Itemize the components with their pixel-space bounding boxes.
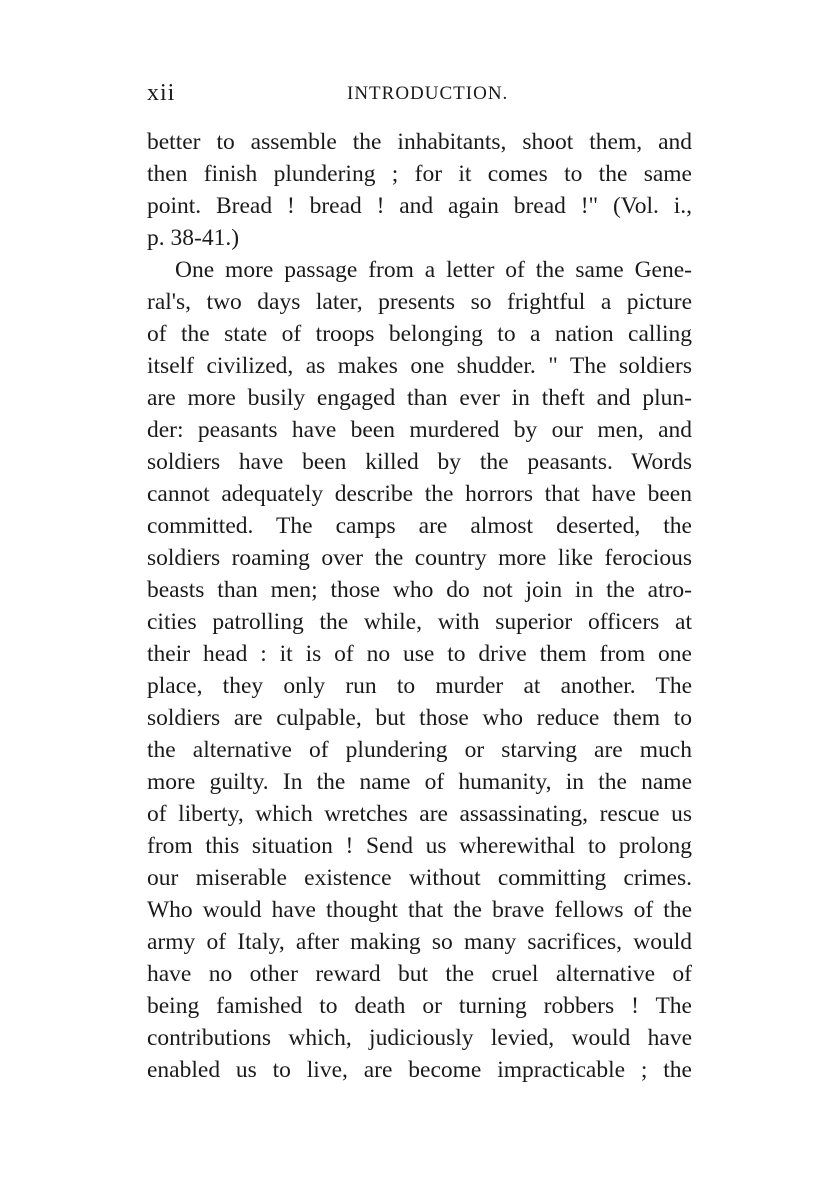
text-line: point. Bread ! bread ! and again bread !" (Vol. i.,	[147, 193, 692, 219]
text-line: being famished to death or turning robbers ! The	[147, 993, 692, 1019]
text-line: beasts than men; those who do not join in the atro-	[147, 577, 692, 603]
text-line: of liberty, which wretches are assassinating, rescue us	[147, 801, 692, 827]
text-line: have no other reward but the cruel alternative of	[147, 961, 692, 987]
page-header	[147, 80, 692, 110]
text-line: p. 38-41.)	[147, 225, 240, 251]
text-line: place, they only run to murder at another. The	[147, 673, 692, 699]
text-line: ral's, two days later, presents so frightful a picture	[147, 289, 692, 315]
text-line: soldiers are culpable, but those who reduce them to	[147, 705, 692, 731]
body-text	[147, 126, 692, 1086]
text-line: more guilty. In the name of humanity, in the name	[147, 769, 692, 795]
text-line: then finish plundering ; for it comes to the same	[147, 161, 692, 187]
text-line: One more passage from a letter of the same Gene-	[175, 257, 692, 283]
text-line: Who would have thought that the brave fellows of the	[147, 897, 692, 923]
text-line: better to assemble the inhabitants, shoot them, and	[147, 129, 692, 155]
text-line: are more busily engaged than ever in theft and plun-	[147, 385, 692, 411]
text-line: enabled us to live, are become impracticable ; the	[147, 1057, 692, 1083]
text-line: itself civilized, as makes one shudder. " The soldiers	[147, 353, 692, 379]
page-number: xii	[147, 80, 176, 106]
text-line: from this situation ! Send us wherewithal to prolong	[147, 833, 692, 859]
text-line: the alternative of plundering or starving are much	[147, 737, 692, 763]
text-line: army of Italy, after making so many sacrifices, would	[147, 929, 692, 955]
text-line: their head : it is of no use to drive them from one	[147, 641, 692, 667]
text-line: soldiers roaming over the country more like ferocious	[147, 545, 692, 571]
text-line: committed. The camps are almost deserted, the	[147, 513, 692, 539]
running-title: INTRODUCTION.	[347, 83, 509, 104]
text-line: of the state of troops belonging to a nation calling	[147, 321, 692, 347]
text-line: our miserable existence without committing crimes.	[147, 865, 692, 891]
text-line: cannot adequately describe the horrors that have been	[147, 481, 692, 507]
text-line: der: peasants have been murdered by our men, and	[147, 417, 692, 443]
text-line: cities patrolling the while, with superior officers at	[147, 609, 692, 635]
text-line: contributions which, judiciously levied, would have	[147, 1025, 692, 1051]
text-line: soldiers have been killed by the peasants. Words	[147, 449, 692, 475]
